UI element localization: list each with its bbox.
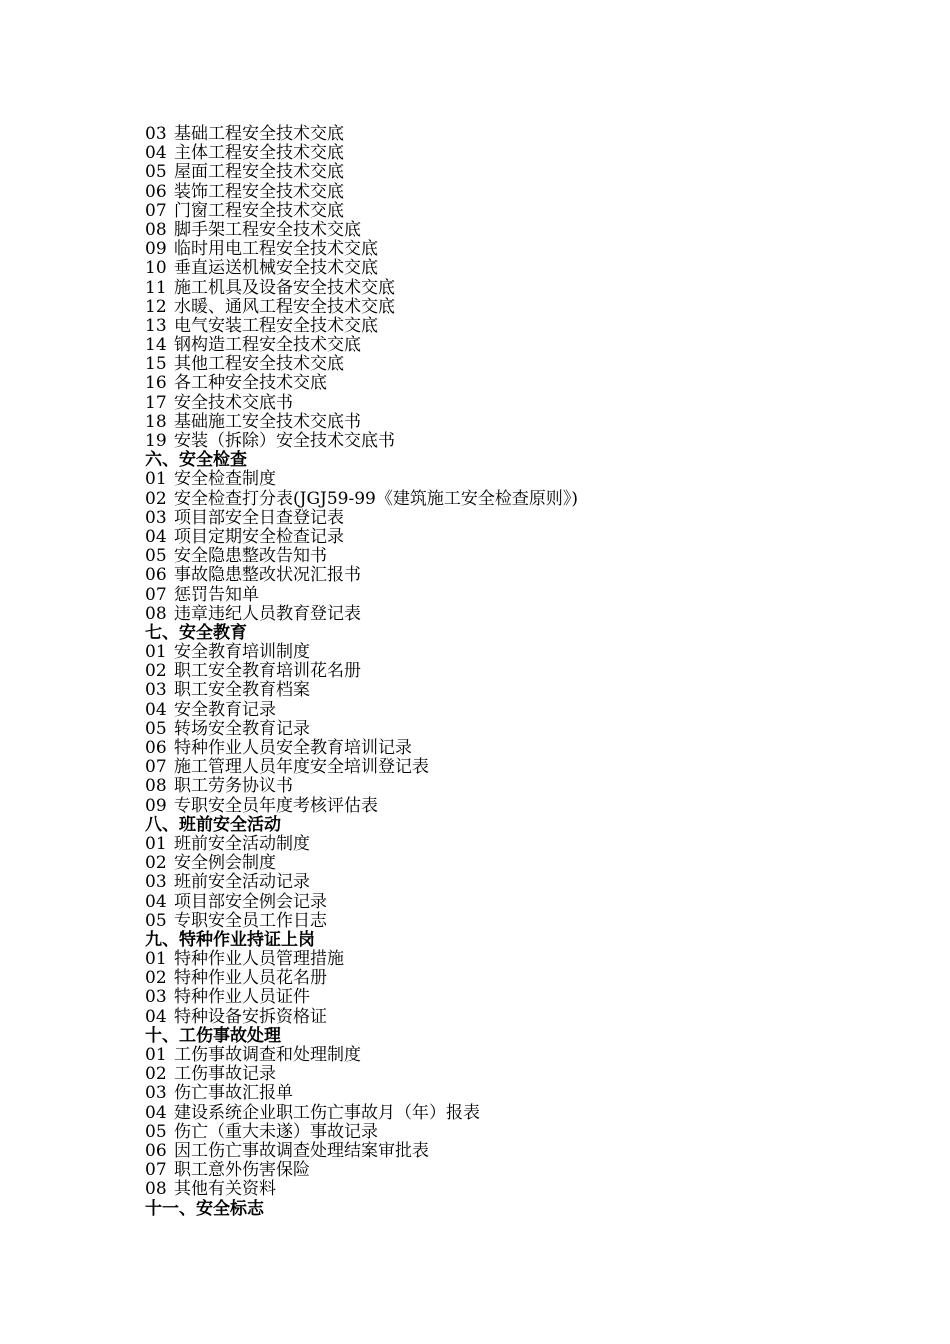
list-item: [145, 1104, 905, 1123]
list-item: [145, 1142, 905, 1161]
item-text: 项目部安全例会记录: [174, 891, 327, 912]
item-number: 04: [145, 143, 167, 164]
list-item: [145, 259, 905, 278]
section-heading: 九、特种作业持证上岗: [145, 929, 315, 950]
list-item: [145, 1008, 905, 1027]
item-text: 水暖、通风工程安全技术交底: [174, 296, 395, 317]
list-item: [145, 566, 905, 585]
list-item: [145, 1123, 905, 1142]
item-number: 15: [145, 354, 167, 375]
item-number: 02: [145, 488, 167, 509]
item-number: 05: [145, 1121, 167, 1142]
list-item: [145, 758, 905, 777]
item-text: 主体工程安全技术交底: [174, 143, 344, 164]
item-text: 安全检查打分表(JGJ59-99《建筑施工安全检查原则》): [174, 488, 578, 509]
item-number: 03: [145, 987, 167, 1008]
item-text: 职工意外伤害保险: [174, 1160, 310, 1181]
item-text: 临时用电工程安全技术交底: [174, 239, 378, 260]
item-number: 01: [145, 949, 167, 970]
item-text: 班前安全活动制度: [174, 833, 310, 854]
list-item: [145, 547, 905, 566]
item-number: 09: [145, 239, 167, 260]
item-number: 08: [145, 603, 167, 624]
item-text: 其他有关资料: [174, 1179, 276, 1200]
list-item: [145, 701, 905, 720]
item-text: 班前安全活动记录: [174, 872, 310, 893]
item-number: 01: [145, 642, 167, 663]
list-item: [145, 432, 905, 451]
list-item: [145, 681, 905, 700]
item-text: 施工管理人员年度安全培训登记表: [174, 757, 429, 778]
item-number: 01: [145, 469, 167, 490]
list-item: [145, 202, 905, 221]
item-number: 03: [145, 680, 167, 701]
item-text: 工伤事故记录: [174, 1064, 276, 1085]
item-text: 专职安全员年度考核评估表: [174, 795, 378, 816]
item-text: 事故隐患整改状况汇报书: [174, 565, 361, 586]
item-number: 06: [145, 565, 167, 586]
section-heading: 七、安全教育: [145, 622, 247, 643]
item-text: 脚手架工程安全技术交底: [174, 219, 361, 240]
list-item: [145, 643, 905, 662]
item-text: 安全教育记录: [174, 699, 276, 720]
list-item: [145, 950, 905, 969]
item-number: 05: [145, 718, 167, 739]
item-text: 惩罚告知单: [174, 584, 259, 605]
list-item: [145, 1065, 905, 1084]
item-text: 安全检查制度: [174, 469, 276, 490]
item-number: 17: [145, 392, 167, 413]
list-item: [145, 912, 905, 931]
list-item: [145, 374, 905, 393]
list-item: [145, 893, 905, 912]
item-number: 07: [145, 200, 167, 221]
item-number: 12: [145, 296, 167, 317]
section-heading: 十一、安全标志: [145, 1198, 264, 1219]
item-number: 08: [145, 776, 167, 797]
list-item: [145, 873, 905, 892]
item-number: 08: [145, 219, 167, 240]
list-item: [145, 509, 905, 528]
list-item: [145, 470, 905, 489]
item-text: 特种作业人员花名册: [174, 968, 327, 989]
item-text: 项目部安全日查登记表: [174, 507, 344, 528]
item-text: 基础施工安全技术交底书: [174, 411, 361, 432]
item-text: 工伤事故调查和处理制度: [174, 1045, 361, 1065]
list-item: [145, 988, 905, 1007]
item-number: 05: [145, 546, 167, 567]
list-item: [145, 1180, 905, 1199]
item-number: 03: [145, 124, 167, 144]
item-number: 19: [145, 431, 167, 451]
item-text: 因工伤亡事故调查处理结案审批表: [174, 1140, 429, 1161]
item-text: 垂直运送机械安全技术交底: [174, 258, 378, 279]
list-item: [145, 490, 905, 509]
list-item: [145, 394, 905, 413]
item-text: 安装（拆除）安全技术交底书: [174, 431, 395, 451]
item-number: 01: [145, 1045, 167, 1065]
item-text: 违章违纪人员教育登记表: [174, 603, 361, 624]
item-number: 02: [145, 853, 167, 874]
item-number: 09: [145, 795, 167, 816]
item-number: 07: [145, 584, 167, 605]
item-text: 门窗工程安全技术交底: [174, 200, 344, 221]
list-item: [145, 739, 905, 758]
list-item: [145, 969, 905, 988]
list-item: [145, 605, 905, 624]
item-number: 04: [145, 891, 167, 912]
item-text: 专职安全员工作日志: [174, 910, 327, 931]
item-number: 04: [145, 526, 167, 547]
list-item: [145, 720, 905, 739]
item-text: 基础工程安全技术交底: [174, 124, 344, 144]
section-heading: 六、安全检查: [145, 450, 247, 471]
item-number: 13: [145, 315, 167, 336]
list-item: [145, 163, 905, 182]
item-text: 安全技术交底书: [174, 392, 293, 413]
section-heading: 八、班前安全活动: [145, 814, 281, 835]
item-number: 07: [145, 1160, 167, 1181]
list-item: [145, 777, 905, 796]
list-item: [145, 662, 905, 681]
list-item: [145, 835, 905, 854]
item-number: 18: [145, 411, 167, 432]
item-number: 05: [145, 910, 167, 931]
list-item: [145, 317, 905, 336]
item-number: 08: [145, 1179, 167, 1200]
list-item: [145, 240, 905, 259]
item-text: 特种作业人员管理措施: [174, 949, 344, 970]
item-number: 16: [145, 373, 167, 394]
item-text: 屋面工程安全技术交底: [174, 162, 344, 183]
list-item: [145, 125, 905, 144]
list-item: [145, 586, 905, 605]
list-item: [145, 413, 905, 432]
item-text: 电气安装工程安全技术交底: [174, 315, 378, 336]
item-number: 03: [145, 507, 167, 528]
item-number: 06: [145, 1140, 167, 1161]
item-number: 05: [145, 162, 167, 183]
list-item: [145, 336, 905, 355]
list-item: [145, 221, 905, 240]
item-text: 伤亡事故汇报单: [174, 1083, 293, 1104]
item-text: 转场安全教育记录: [174, 718, 310, 739]
item-text: 装饰工程安全技术交底: [174, 181, 344, 202]
list-item: [145, 355, 905, 374]
item-text: 安全教育培训制度: [174, 642, 310, 663]
item-text: 其他工程安全技术交底: [174, 354, 344, 375]
item-number: 06: [145, 738, 167, 758]
item-number: 03: [145, 872, 167, 893]
item-number: 04: [145, 1102, 167, 1123]
list-item: [145, 854, 905, 873]
item-text: 职工安全教育档案: [174, 680, 310, 701]
item-number: 02: [145, 1064, 167, 1085]
item-number: 06: [145, 181, 167, 202]
document-page: [145, 125, 905, 1219]
item-text: 建设系统企业职工伤亡事故月（年）报表: [174, 1102, 480, 1123]
item-number: 02: [145, 661, 167, 682]
item-text: 伤亡（重大未遂）事故记录: [174, 1121, 378, 1142]
item-text: 安全例会制度: [174, 853, 276, 874]
list-item: [145, 1084, 905, 1103]
item-text: 各工种安全技术交底: [174, 373, 327, 394]
item-number: 04: [145, 1006, 167, 1027]
document-body: [145, 125, 905, 1219]
list-item: [145, 528, 905, 547]
list-item: [145, 183, 905, 202]
list-item: [145, 797, 905, 816]
item-number: 02: [145, 968, 167, 989]
item-number: 11: [145, 277, 167, 298]
item-number: 07: [145, 757, 167, 778]
list-item: [145, 1046, 905, 1065]
item-text: 职工劳务协议书: [174, 776, 293, 797]
item-number: 10: [145, 258, 167, 279]
list-item: [145, 279, 905, 298]
list-item: [145, 1161, 905, 1180]
item-text: 钢构造工程安全技术交底: [174, 335, 361, 356]
item-text: 特种作业人员证件: [174, 987, 310, 1008]
item-number: 01: [145, 833, 167, 854]
item-number: 03: [145, 1083, 167, 1104]
list-item: [145, 144, 905, 163]
item-number: 14: [145, 335, 167, 356]
item-text: 施工机具及设备安全技术交底: [174, 277, 395, 298]
item-text: 安全隐患整改告知书: [174, 546, 327, 567]
item-number: 04: [145, 699, 167, 720]
section-heading: 十、工伤事故处理: [145, 1025, 281, 1046]
item-text: 职工安全教育培训花名册: [174, 661, 361, 682]
list-item: [145, 298, 905, 317]
item-text: 特种设备安拆资格证: [174, 1006, 327, 1027]
item-text: 项目定期安全检查记录: [174, 526, 344, 547]
item-text: 特种作业人员安全教育培训记录: [174, 738, 412, 758]
